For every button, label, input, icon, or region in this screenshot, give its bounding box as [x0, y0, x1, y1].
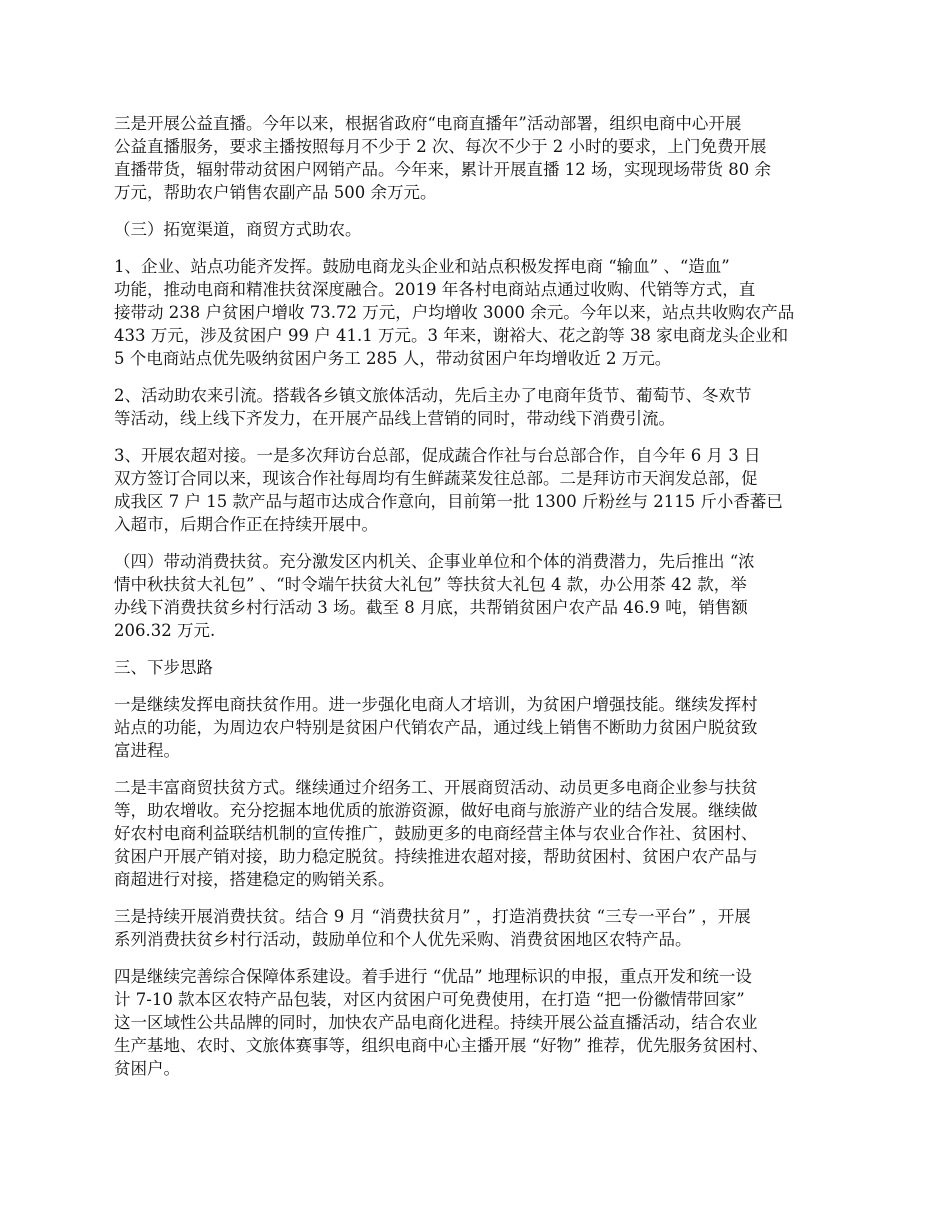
text-line: 二是丰富商贸扶贫方式。继续通过介绍务工、开展商贸活动、动员更多电商企业参与扶贫	[114, 778, 758, 797]
text-line: 1、企业、站点功能齐发挥。鼓励电商龙头企业和站点积极发挥电商 “输血” 、“造血”	[114, 257, 730, 276]
paragraph	[114, 384, 849, 430]
document-body	[114, 112, 849, 1094]
text-line: 入超市，后期合作正在持续开展中。	[114, 515, 378, 534]
text-line: 生产基地、农时、文旅体赛事等，组织电商中心主播开展 “好物” 推荐，优先服务贫困村、	[114, 1036, 769, 1055]
text-line: 等活动，线上线下齐发力，在开展产品线上营销的同时，带动线下消费引流。	[114, 409, 675, 428]
text-line: 办线下消费扶贫乡村行活动 3 场。截至 8 月底，共帮销贫困户农产品 46.9 吨，销售额	[114, 598, 748, 617]
paragraph	[114, 965, 849, 1080]
paragraph	[114, 112, 849, 204]
text-line: 5 个电商站点优先吸纳贫困户务工 285 人，带动贫困户年均增收近 2 万元。	[114, 349, 672, 368]
text-line: 站点的功能，为周边农户特别是贫困户代销农产品，通过线上销售不断助力贫困户脱贫致	[114, 718, 758, 737]
text-line: 公益直播服务，要求主播按照每月不少于 2 次、每次不少于 2 小时的要求，上门免费开展	[114, 137, 767, 156]
text-line: 直播带货，辐射带动贫困户网销产品。今年来，累计开展直播 12 场，实现现场带货 80 余	[114, 160, 771, 179]
paragraph	[114, 218, 849, 241]
document-content	[114, 112, 849, 1080]
text-line: 2、活动助农来引流。搭载各乡镇文旅体活动，先后主办了电商年货节、葡萄节、冬欢节	[114, 386, 752, 405]
text-line: 万元，帮助农户销售农副产品 500 余万元。	[114, 183, 437, 202]
text-line: 三、下步思路	[114, 658, 213, 677]
paragraph	[114, 905, 849, 951]
text-line: 双方签订合同以来，现该合作社每周均有生鲜蔬菜发往总部。二是拜访市天润发总部，促	[114, 469, 758, 488]
paragraph	[114, 693, 849, 762]
paragraph	[114, 776, 849, 891]
text-line: 计 7-10 款本区农特产品包装，对区内贫困户可免费使用，在打造 “把一份徽情带回家”	[114, 990, 745, 1009]
text-line: （四）带动消费扶贫。充分激发区内机关、企事业单位和个体的消费潜力，先后推出 “浓	[114, 552, 755, 571]
text-line: 206.32 万元.	[114, 621, 216, 640]
text-line: 好农村电商利益联结机制的宣传推广，鼓励更多的电商经营主体与农业合作社、贫困村、	[114, 824, 758, 843]
text-line: 一是继续发挥电商扶贫作用。进一步强化电商人才培训，为贫困户增强技能。继续发挥村	[114, 695, 758, 714]
text-line: 四是继续完善综合保障体系建设。着手进行 “优品” 地理标识的申报，重点开发和统一设	[114, 967, 752, 986]
text-line: 富进程。	[114, 741, 180, 760]
text-line: 系列消费扶贫乡村行活动，鼓励单位和个人优先采购、消费贫困地区农特产品。	[114, 930, 692, 949]
text-line: 433 万元，涉及贫困户 99 户 41.1 万元。3 年来，谢裕大、花之韵等 38 家电商龙头企业和	[114, 326, 789, 345]
text-line: 接带动 238 户贫困户增收 73.72 万元，户均增收 3000 余元。今年以来，站点共收购农产品	[114, 303, 795, 322]
text-line: 功能，推动电商和精准扶贫深度融合。2019 年各村电商站点通过收购、代销等方式，直	[114, 280, 756, 299]
text-line: 贫困户开展产销对接，助力稳定脱贫。持续推进农超对接，帮助贫困村、贫困户农产品与	[114, 847, 758, 866]
text-line: 这一区域性公共品牌的同时，加快农产品电商化进程。持续开展公益直播活动，结合农业	[114, 1013, 758, 1032]
text-line: 情中秋扶贫大礼包” 、“时令端午扶贫大礼包” 等扶贫大礼包 4 款，办公用茶 42 款，举	[114, 575, 747, 594]
text-line: 三是持续开展消费扶贫。结合 9 月 “消费扶贫月” ，打造消费扶贫 “三专一平台” ，开展	[114, 907, 751, 926]
text-line: 商超进行对接，搭建稳定的购销关系。	[114, 870, 395, 889]
text-line: 贫困户。	[114, 1059, 180, 1078]
paragraph	[114, 255, 849, 370]
text-line: 成我区 7 户 15 款产品与超市达成合作意向，目前第一批 1300 斤粉丝与 2115 斤小香蕃已	[114, 492, 783, 511]
paragraph	[114, 656, 849, 679]
text-line: 等，助农增收。充分挖掘本地优质的旅游资源，做好电商与旅游产业的结合发展。继续做	[114, 801, 758, 820]
paragraph	[114, 444, 849, 536]
text-line: 3、开展农超对接。一是多次拜访台总部，促成蔬合作社与台总部合作，自今年 6 月 3 日	[114, 446, 761, 465]
paragraph	[114, 550, 849, 642]
text-line: （三）拓宽渠道，商贸方式助农。	[114, 220, 362, 239]
text-line: 三是开展公益直播。今年以来，根据省政府“电商直播年”活动部署，组织电商中心开展	[114, 114, 742, 133]
